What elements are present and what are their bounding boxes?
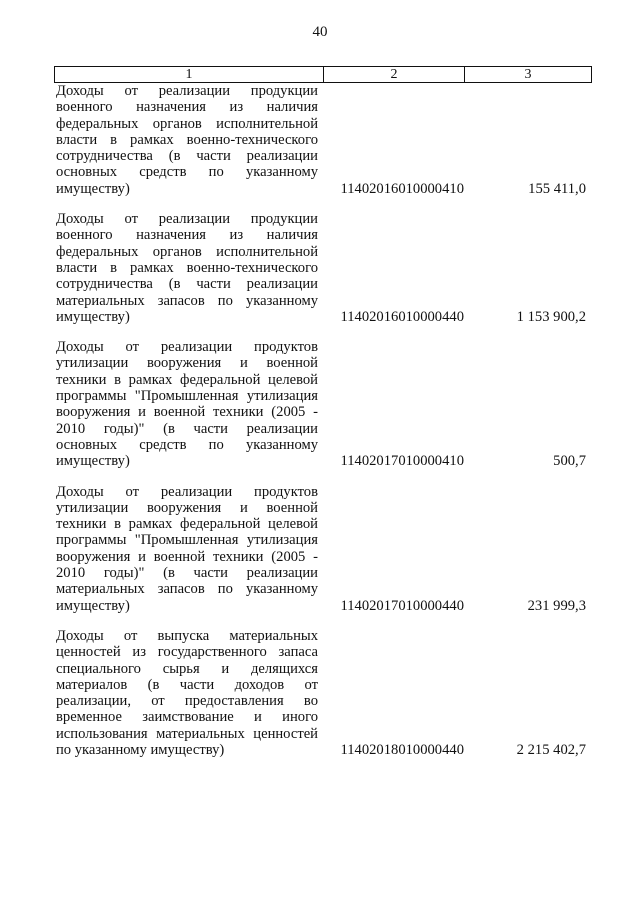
column-header-1: 1 bbox=[55, 67, 324, 82]
row-budget-code: 11402018010000440 bbox=[340, 741, 464, 758]
row-amount: 1 153 900,2 bbox=[516, 308, 586, 325]
column-header-3: 3 bbox=[524, 67, 532, 82]
row-budget-code: 11402017010000440 bbox=[340, 597, 464, 614]
table-row bbox=[54, 339, 592, 469]
row-description: Доходы от реализации продукции военного назначения из наличия федеральных органов исполнительной власти в рамках военно-технического сотрудничества (в части реализации основных средств по указанному имуществу) bbox=[56, 83, 318, 197]
row-description: Доходы от выпуска материальных ценностей из государственного запаса специального сырья и делящихся материалов (в части доходов от реализации, от предоставления во временное заимствование и иного использования материальных ценностей по указанному имуществу) bbox=[56, 627, 318, 758]
table-header-row bbox=[54, 66, 592, 83]
table-row bbox=[54, 484, 592, 614]
row-description: Доходы от реализации продуктов утилизации вооружения и военной техники в рамках федеральной целевой программы "Промышленная утилизация вооружения и военной техники (2005 - 2010 годы)" (в части реализации материальных запасов по указанному имуществу) bbox=[56, 483, 318, 614]
row-budget-code: 11402016010000410 bbox=[340, 180, 464, 197]
row-amount: 2 215 402,7 bbox=[516, 741, 586, 758]
row-description: Доходы от реализации продукции военного назначения из наличия федеральных органов исполнительной власти в рамках военно-технического сотрудничества (в части реализации материальных запасов по указанному имуществу) bbox=[56, 211, 318, 325]
row-amount: 155 411,0 bbox=[528, 180, 586, 197]
column-header-2: 2 bbox=[324, 67, 465, 82]
table-row bbox=[54, 628, 592, 758]
row-amount: 500,7 bbox=[553, 453, 586, 470]
revenue-table bbox=[54, 66, 592, 772]
row-budget-code: 11402016010000440 bbox=[340, 308, 464, 325]
table-row bbox=[54, 83, 592, 197]
page-number: 40 bbox=[312, 24, 328, 40]
row-amount: 231 999,3 bbox=[527, 597, 586, 614]
row-description: Доходы от реализации продуктов утилизации вооружения и военной техники в рамках федеральной целевой программы "Промышленная утилизация вооружения и военной техники (2005 - 2010 годы)" (в части реализации основных средств по указанному имуществу) bbox=[56, 339, 318, 470]
row-budget-code: 11402017010000410 bbox=[340, 453, 464, 470]
table-row bbox=[54, 211, 592, 325]
